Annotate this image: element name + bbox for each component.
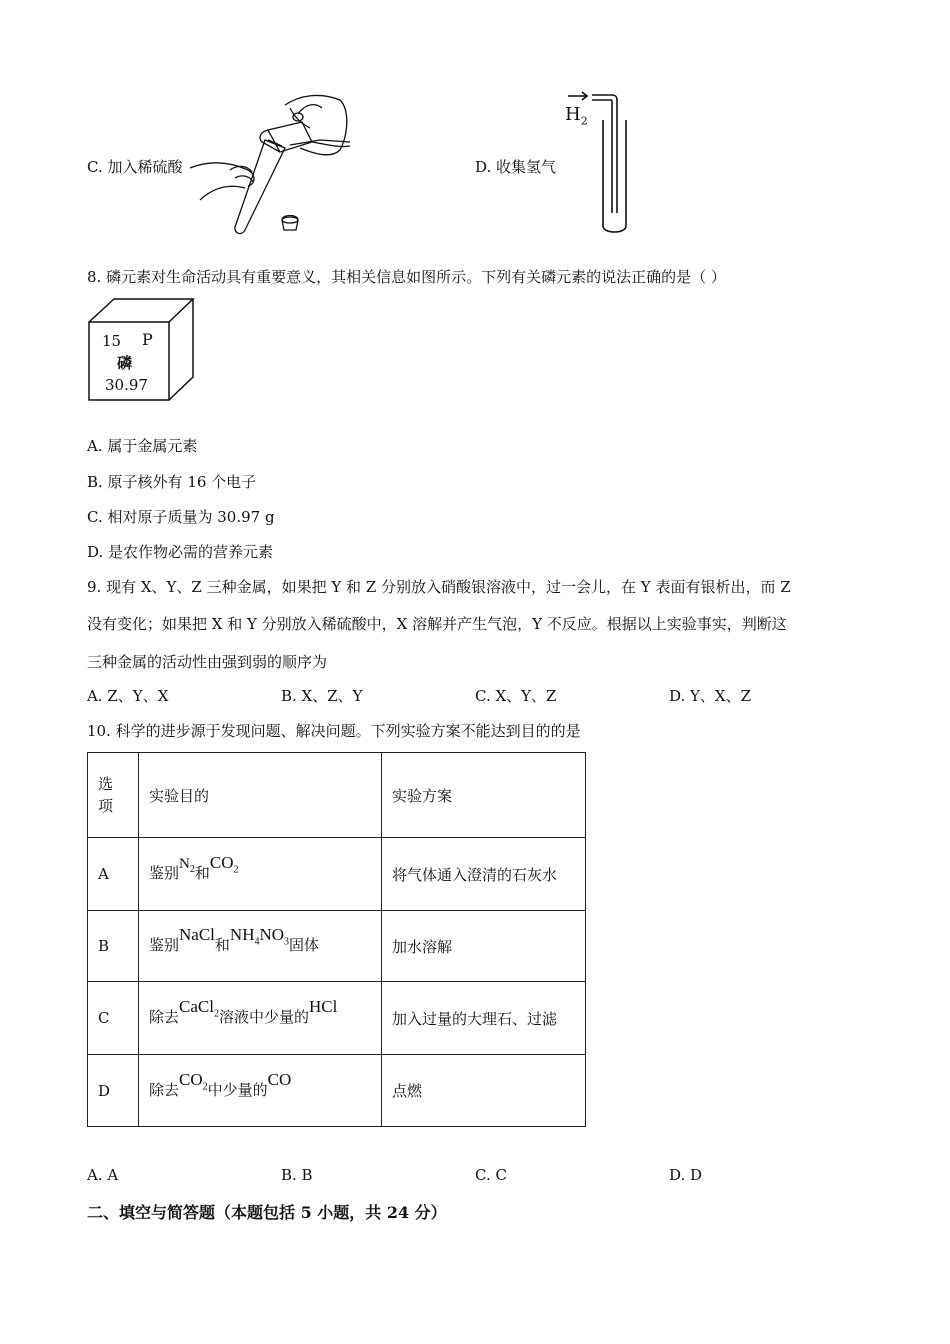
- option-9b: B. X、Z、Y: [281, 687, 363, 705]
- element-number: 15: [102, 332, 122, 350]
- row-aim: 鉴别$N_2$和$CO_2$: [139, 838, 382, 911]
- header-plan: 实验方案: [382, 753, 586, 838]
- row-option: D: [88, 1055, 139, 1127]
- row-option: B: [88, 911, 139, 982]
- option-7d: D. 收集氢气: [475, 158, 557, 176]
- row-option: C: [88, 982, 139, 1055]
- table-header-row: [88, 753, 586, 838]
- element-name: 磷: [117, 354, 133, 372]
- header-aim: 实验目的: [139, 753, 382, 838]
- h2-label: $H_2$: [565, 104, 588, 128]
- question-9-line-2: 没有变化；如果把 X 和 Y 分别放入稀硫酸中，X 溶解并产生气泡，Y 不反应。根据以上实验事实，判断这: [87, 615, 787, 633]
- question-10-stem: 10. 科学的进步源于发现问题、解决问题。下列实验方案不能达到目的的是: [87, 722, 581, 740]
- row-plan: 加入过量的大理石、过滤: [382, 982, 586, 1055]
- option-9c: C. X、Y、Z: [475, 687, 557, 705]
- element-symbol: P: [142, 330, 153, 349]
- section-2-heading: 二、填空与简答题（本题包括 5 小题，共 24 分）: [87, 1203, 447, 1222]
- row-plan: 点燃: [382, 1055, 586, 1127]
- option-8b: B. 原子核外有 16 个电子: [87, 473, 257, 491]
- question-9-line-1: 9. 现有 X、Y、Z 三种金属，如果把 Y 和 Z 分别放入硝酸银溶液中，过一会儿，在 Y 表面有银析出，而 Z: [87, 578, 791, 596]
- row-plan: 将气体通入澄清的石灰水: [382, 838, 586, 911]
- option-10d: D. D: [669, 1166, 703, 1184]
- table-row: [88, 982, 586, 1055]
- row-aim: 除去$CO_2$中少量的CO: [139, 1055, 382, 1127]
- option-8d: D. 是农作物必需的营养元素: [87, 543, 274, 561]
- table-row: [88, 911, 586, 982]
- option-10a: A. A: [87, 1166, 119, 1184]
- row-aim: 除去CaCl$_2$溶液中少量的HCl: [139, 982, 382, 1055]
- option-7c: C. 加入稀硫酸: [87, 158, 183, 176]
- pour-acid-figure: [190, 90, 360, 240]
- option-8a: A. 属于金属元素: [87, 437, 198, 455]
- header-option: 选 项: [88, 753, 139, 838]
- question-8-stem: 8. 磷元素对生命活动具有重要意义，其相关信息如图所示。下列有关磷元素的说法正确的是（ ）: [87, 268, 726, 286]
- option-10c: C. C: [475, 1166, 507, 1184]
- row-aim: 鉴别NaCl和$NH_4NO_3$固体: [139, 911, 382, 982]
- option-10b: B. B: [281, 1166, 313, 1184]
- experiment-table: [87, 752, 586, 1127]
- option-9a: A. Z、Y、X: [87, 687, 169, 705]
- element-mass: 30.97: [105, 376, 148, 394]
- option-9d: D. Y、X、Z: [669, 687, 752, 705]
- table-row: [88, 838, 586, 911]
- question-9-line-3: 三种金属的活动性由强到弱的顺序为: [87, 653, 328, 671]
- row-option: A: [88, 838, 139, 911]
- option-8c: C. 相对原子质量为 30.97 g: [87, 508, 275, 526]
- table-row: [88, 1055, 586, 1127]
- row-plan: 加水溶解: [382, 911, 586, 982]
